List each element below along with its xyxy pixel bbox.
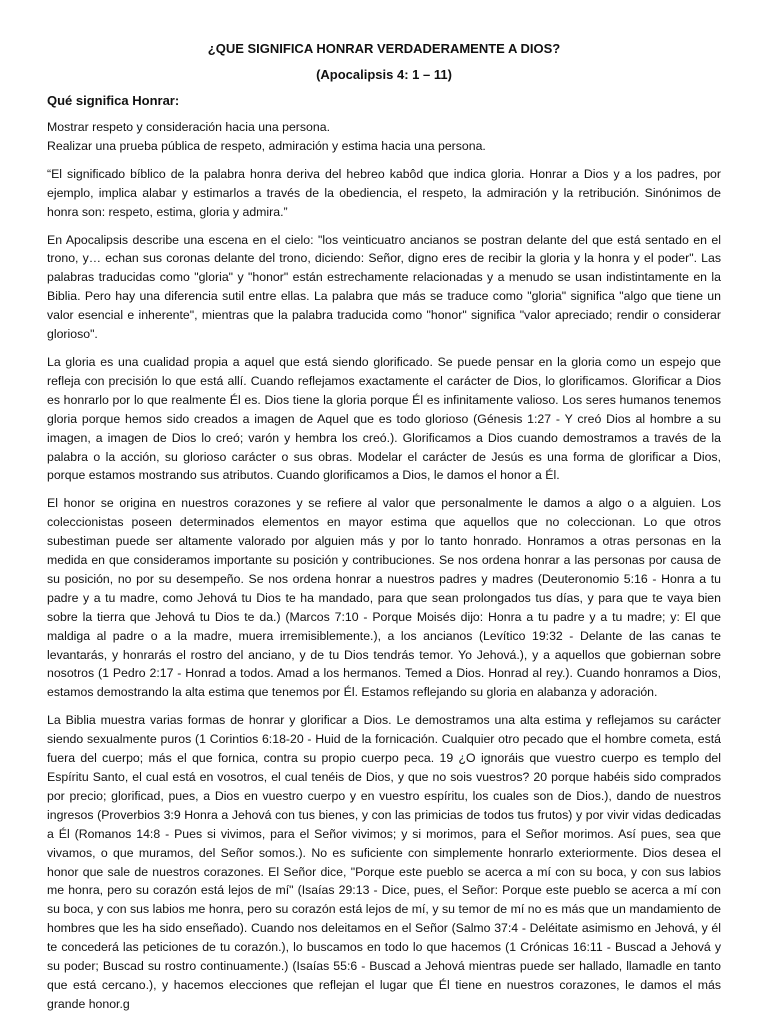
paragraph-biblia: La Biblia muestra varias formas de honrar y glorificar a Dios. Le demostramos una alta estima y reflejamos su carácter siendo sexualmente puros (1 Corintios 6:18-20 - Huid de la fornicación. Cualquier otro pecado que el hombre cometa, está fuera del cuerpo; más el que fornica, contra su propio cuerpo peca. 19 ¿O ignoráis que vuestro cuerpo es templo del Espíritu Santo, el cual está en vosotros, el cual tenéis de Dios, y que no sois vuestros? 20 porque habéis sido comprados por precio; glorificad, pues, a Dios en vuestro cuerpo y en vuestro espíritu, los cuales son de Dios.), dando de nuestros ingresos (Proverbios 3:9 Honra a Jehová con tus bienes, y con las primicias de todos tus frutos) y por vivir vidas dedicadas a Él (Romanos 14:8 - Pues si vivimos, para el Señor vivimos; y si morimos, para el Señor morimos. Así pues, sea que vivamos, o que muramos, del Señor somos.). No es suficiente con simplemente honrarlo exteriormente. Dios desea el honor que sale de nuestros corazones. El Señor dice, "Porque este pueblo se acerca a mí con su boca, y con sus labios me honra, pero su corazón está lejos de mí" (Isaías 29:13 - Dice, pues, el Señor: Porque este pueblo se acerca a mí con su boca, y con sus labios me honra, pero su corazón está lejos de mí, y su temor de mí no es más que un mandamiento de hombres que les ha sido enseñado). Cuando nos deleitamos en el Señor (Salmo 37:4 - Deléitate asimismo en Jehová, y él te concederá las peticiones de tu corazón.), lo buscamos en todo lo que hacemos (1 Crónicas 16:11 - Buscad a Jehová y su poder; Buscad su rostro continuamente.) (Isaías 55:6 - Buscad a Jehová mientras puede ser hallado, llamadle en tanto que está cercano.), y hacemos elecciones que reflejan el lugar que Él tiene en nuestros corazones, le damos el más grande honor.g	[47, 713, 721, 1011]
paragraph-gloria: La gloria es una cualidad propia a aquel que está siendo glorificado. Se puede pensar en la gloria como un espejo que refleja con precisión lo que está allí. Cuando reflejamos exactamente el carácter de Dios, lo glorificamos. Glorificar a Dios es honrarlo por lo que realmente Él es. Dios tiene la gloria porque Él es infinitamente valioso. Los seres humanos tenemos gloria porque hemos sido creados a imagen de Aquel que es todo glorioso (Génesis 1:27 - Y creó Dios al hombre a su imagen, a imagen de Dios lo creó; varón y hembra los creó.). Glorificamos a Dios cuando demostramos a través de la palabra o la acción, su glorioso carácter o sus obras. Modelar el carácter de Jesús es una forma de glorificar a Dios, porque estamos mostrando sus atributos. Cuando glorificamos a Dios, le damos el honor a Él.	[47, 354, 721, 483]
paragraph-honor: El honor se origina en nuestros corazones y se refiere al valor que personalmente le damos a algo o a alguien. Los coleccionistas poseen determinados elementos en mayor estima que aquellos que no coleccionan. Lo que otros subestiman puede ser altamente valorado por alguien más y por lo tanto honrado. Honramos a otras personas en la medida en que consideramos importante su posición y contribuciones. Se nos ordena honrar a las personas por causa de su posición, no por su desempeño. Se nos ordena honrar a nuestros padres y madres (Deuteronomio 5:16 - Honra a tu padre y a tu madre, como Jehová tu Dios te ha mandado, para que sean prolongados tus días, y para que te vaya bien sobre la tierra que Jehová tu Dios te da.) (Marcos 7:10 - Porque Moisés dijo: Honra a tu padre y a tu madre; y: El que maldiga al padre o a la madre, muera irremisiblemente.), a los ancianos (Levítico 19:32 - Delante de las canas te levantarás, y honrarás el rostro del anciano, y de tu Dios tendrás temor. Yo Jehová.), y a aquellos que gobiernan sobre nosotros (1 Pedro 2:17 - Honrad a todos. Amad a los hermanos. Temed a Dios. Honrad al rey.). Cuando honramos a Dios, estamos demostrando la alta estima que tenemos por Él. Estamos reflejando su gloria en alabanza y adoración.	[47, 496, 721, 700]
section-heading: Qué significa Honrar:	[47, 93, 180, 108]
definition-line: Mostrar respeto y consideración hacia una persona.	[47, 120, 330, 134]
page-title: ¿QUE SIGNIFICA HONRAR VERDADERAMENTE A DIOS?	[207, 41, 561, 56]
paragraph-quote: “El significado bíblico de la palabra honra deriva del hebreo kabôd que indica gloria. Honrar a Dios y a los padres, por ejemplo, implica alabar y estimarlos a través de la obediencia, el respeto, la admiración y la retribución. Sinónimos de honra son: respeto, estima, gloria y admira.”	[47, 166, 721, 219]
definition-block	[47, 118, 721, 156]
scripture-reference: (Apocalipsis 4: 1 – 11)	[316, 67, 452, 82]
paragraph-apocalipsis: En Apocalipsis describe una escena en el cielo: "los veinticuatro ancianos se postran delante del que está sentado en el trono, y… echan sus coronas delante del trono, diciendo: Señor, digno eres de recibir la gloria y la honra y el poder". Las palabras traducidas como "gloria" y "honor" están estrechamente relacionadas y a menudo se usan indistintamente en la Biblia. Pero hay una diferencia sutil entre ellas. La palabra que más se traduce como "gloria" significa "algo que tiene un valor esencial e inherente", mientras que la palabra traducida como "honor" significa "valor apreciado; rendir o considerar glorioso".	[47, 232, 721, 342]
definition-line: Realizar una prueba pública de respeto, admiración y estima hacia una persona.	[47, 138, 486, 153]
